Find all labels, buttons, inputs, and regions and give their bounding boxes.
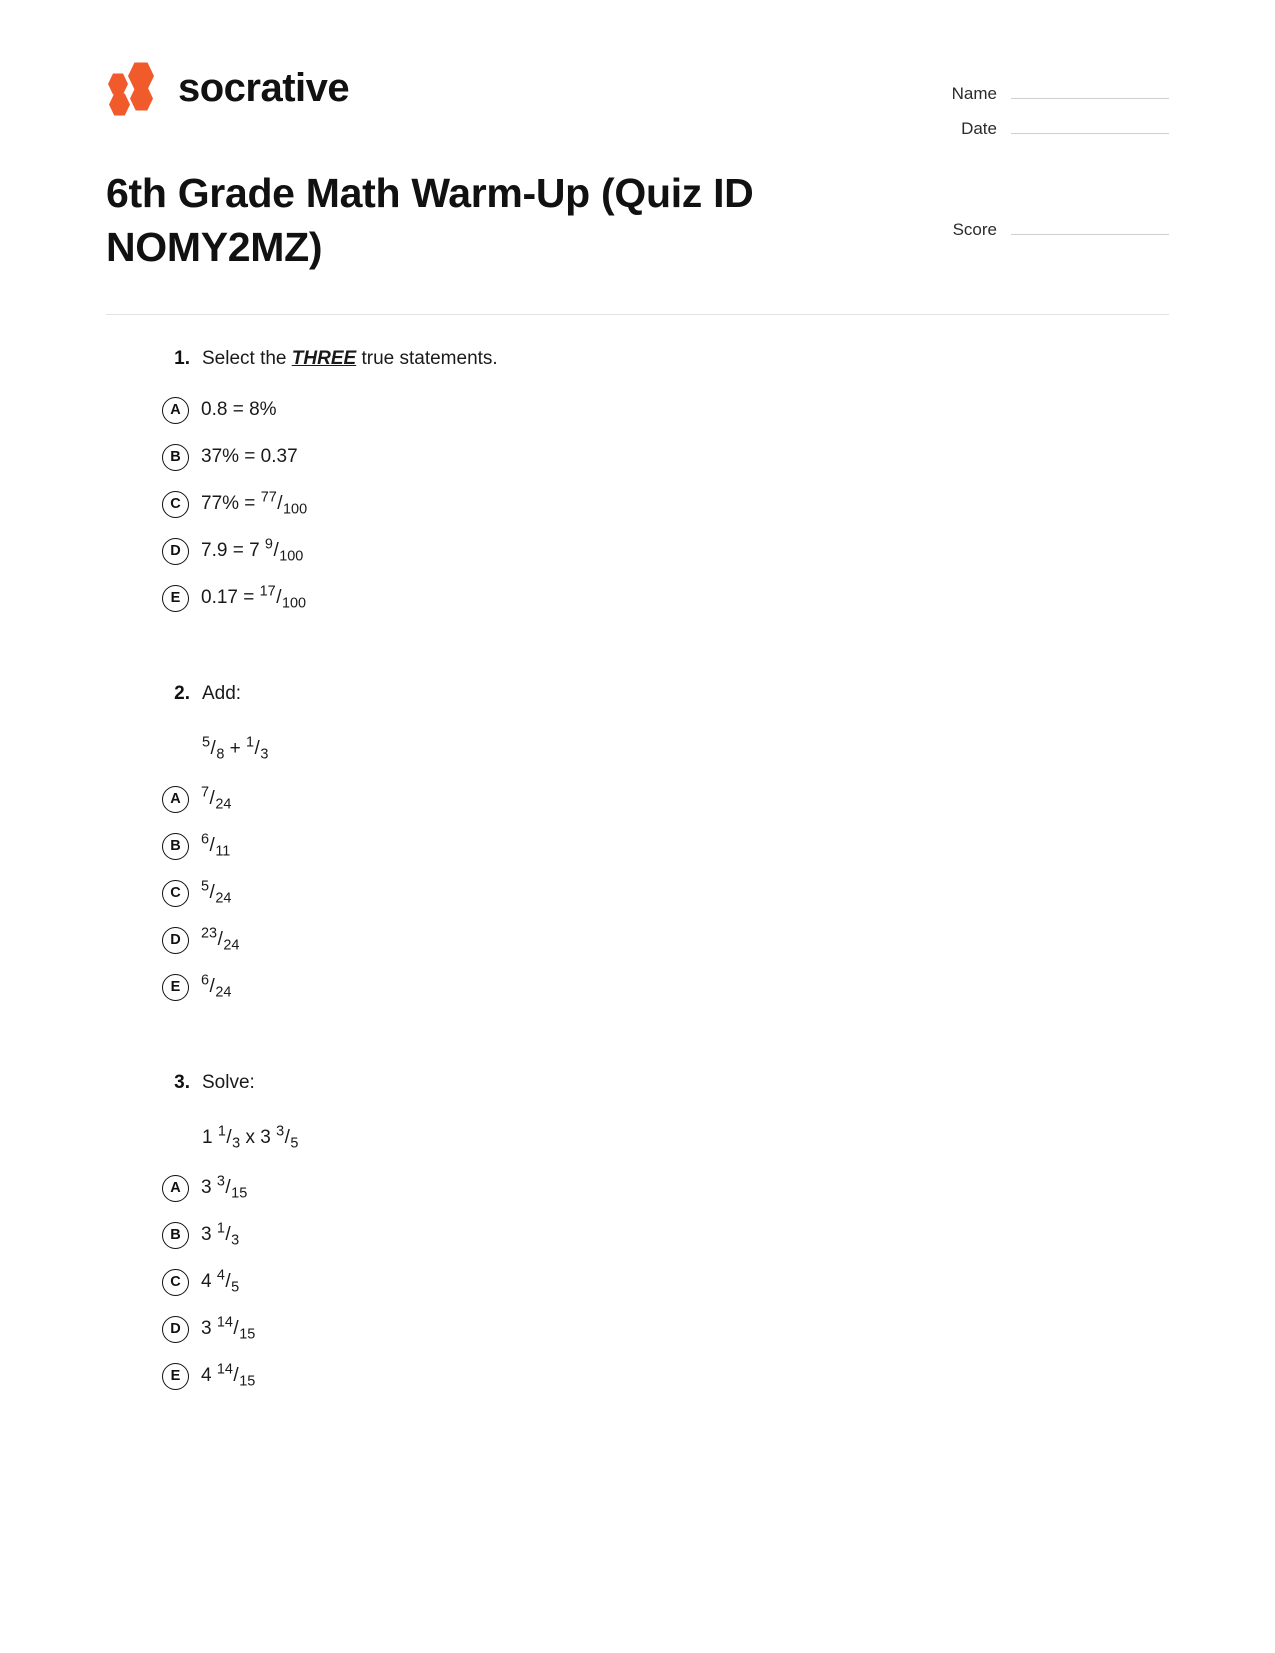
answer-option-d[interactable]: [162, 528, 1169, 575]
hexagon-shape: [128, 62, 154, 90]
hexagon-shape: [130, 86, 153, 111]
option-bubble-e[interactable]: E: [162, 585, 189, 612]
date-input-line[interactable]: [1011, 115, 1169, 134]
option-bubble-a[interactable]: A: [162, 786, 189, 813]
question-block: [106, 680, 1169, 1011]
page-header: [0, 0, 1275, 274]
option-label: 4 $^{14}/_{15}$: [201, 1361, 256, 1390]
brand-name: socrative: [178, 66, 350, 110]
question-prompt: Add:: [202, 682, 242, 704]
meta-spacer: [909, 150, 1169, 216]
answer-option-c[interactable]: [162, 870, 1169, 917]
answer-options: [106, 776, 1169, 1011]
answer-option-a[interactable]: [162, 387, 1169, 434]
option-bubble-e[interactable]: E: [162, 974, 189, 1001]
option-label: $^6/_{11}$: [201, 831, 231, 860]
question-block: [106, 345, 1169, 622]
answer-option-a[interactable]: [162, 1165, 1169, 1212]
hexagon-shape: [108, 73, 128, 95]
question-header: [168, 345, 1169, 373]
option-bubble-b[interactable]: B: [162, 833, 189, 860]
answer-option-e[interactable]: [162, 964, 1169, 1011]
option-label: $^6/_{24}$: [201, 972, 232, 1001]
option-label: 3 $^1/_3$: [201, 1220, 240, 1249]
answer-option-b[interactable]: [162, 434, 1169, 481]
answer-options: [106, 1165, 1169, 1400]
option-label: 37% = 0.37: [201, 445, 298, 467]
option-label: 7.9 = 7 $^9/_{100}$: [201, 536, 304, 565]
option-bubble-b[interactable]: B: [162, 1222, 189, 1249]
option-bubble-b[interactable]: B: [162, 444, 189, 471]
option-label: 3 $^{14}/_{15}$: [201, 1314, 256, 1343]
option-label: $^{23}/_{24}$: [201, 925, 240, 954]
score-input-line[interactable]: [1011, 216, 1169, 235]
answer-option-b[interactable]: [162, 823, 1169, 870]
answer-option-e[interactable]: [162, 575, 1169, 622]
option-bubble-d[interactable]: D: [162, 1316, 189, 1343]
option-label: 0.8 = 8%: [201, 398, 277, 420]
answer-option-a[interactable]: [162, 776, 1169, 823]
answer-options: [106, 387, 1169, 622]
option-label: $^5/_{24}$: [201, 878, 232, 907]
name-field-row: [909, 80, 1169, 104]
option-bubble-a[interactable]: A: [162, 397, 189, 424]
question-block: [106, 1069, 1169, 1400]
question-prompt: Select the THREE true statements.: [202, 348, 498, 370]
option-label: 3 $^3/_{15}$: [201, 1173, 248, 1202]
brand-and-title: [106, 58, 826, 274]
question-prompt: Solve:: [202, 1071, 255, 1093]
answer-option-d[interactable]: [162, 1306, 1169, 1353]
option-label: $^7/_{24}$: [201, 784, 232, 813]
question-header: [168, 1069, 1169, 1097]
option-bubble-d[interactable]: D: [162, 538, 189, 565]
option-bubble-d[interactable]: D: [162, 927, 189, 954]
option-bubble-a[interactable]: A: [162, 1175, 189, 1202]
answer-option-c[interactable]: [162, 481, 1169, 528]
page-title: 6th Grade Math Warm-Up (Quiz ID NOMY2MZ): [106, 170, 754, 271]
name-label: Name: [951, 84, 997, 103]
score-field-row: [909, 216, 1169, 240]
option-bubble-e[interactable]: E: [162, 1363, 189, 1390]
question-header: [168, 680, 1169, 708]
answer-option-c[interactable]: [162, 1259, 1169, 1306]
questions-list: [0, 315, 1275, 1400]
answer-option-e[interactable]: [162, 1353, 1169, 1400]
hexagon-shape: [109, 93, 130, 116]
option-bubble-c[interactable]: C: [162, 880, 189, 907]
socrative-hexagon-logo-icon: [106, 60, 162, 116]
option-label: 4 $^4/_5$: [201, 1267, 240, 1296]
socrative-logo: [106, 58, 826, 118]
option-label: $77\% = ^{77}/_{100}$: [201, 489, 308, 518]
option-bubble-c[interactable]: C: [162, 491, 189, 518]
answer-option-b[interactable]: [162, 1212, 1169, 1259]
name-input-line[interactable]: [1011, 80, 1169, 99]
option-label: $0.17 = ^{17}/_{100}$: [201, 583, 307, 612]
score-label: Score: [952, 220, 997, 239]
option-bubble-c[interactable]: C: [162, 1269, 189, 1296]
student-meta-fields: [909, 58, 1169, 251]
question-emphasis: THREE: [291, 348, 357, 370]
question-number: 2.: [174, 682, 190, 704]
question-expression: 1 $^1/_3$ x 3 $^3/_5$: [202, 1123, 299, 1152]
answer-option-d[interactable]: [162, 917, 1169, 964]
question-expression: $^5/_8 + ^1/_3$: [202, 734, 269, 763]
question-number: 1.: [174, 348, 190, 370]
date-field-row: [909, 115, 1169, 139]
date-label: Date: [961, 119, 997, 138]
question-number: 3.: [174, 1071, 190, 1093]
